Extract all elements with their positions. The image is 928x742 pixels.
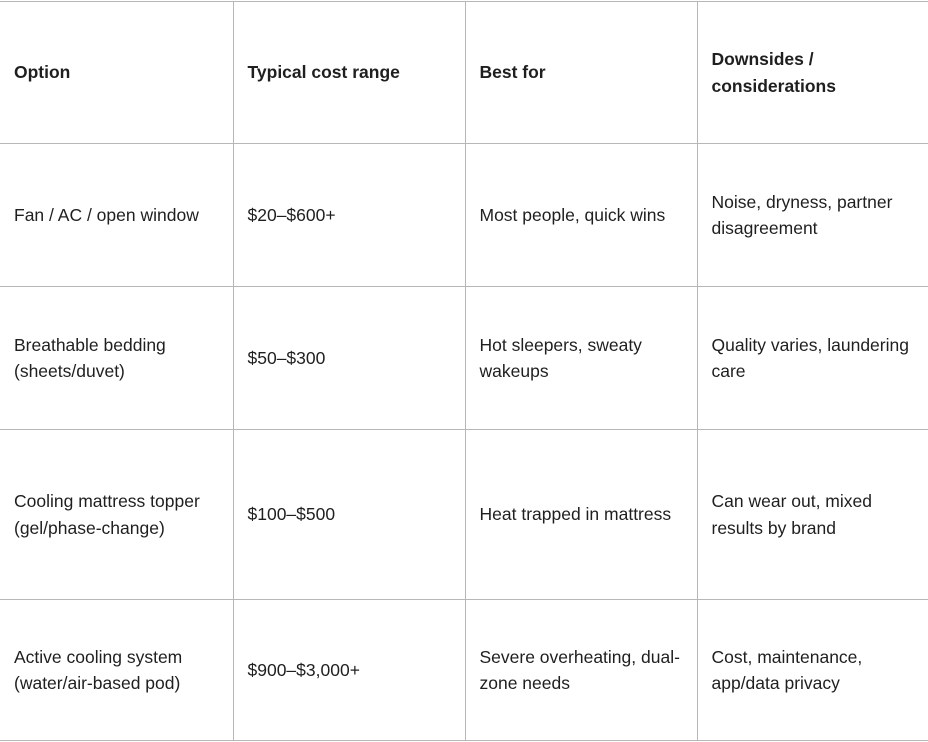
cell-cost-range: $20–$600+ [233, 144, 465, 287]
header-option: Option [0, 2, 233, 144]
cell-cost-range: $50–$300 [233, 287, 465, 430]
header-row [0, 2, 928, 144]
cell-option: Cooling mattress topper (gel/phase-change) [0, 430, 233, 600]
header-best-for: Best for [465, 2, 697, 144]
cell-cost-range: $900–$3,000+ [233, 600, 465, 741]
table-row [0, 600, 928, 741]
cell-best-for: Most people, quick wins [465, 144, 697, 287]
table-row [0, 144, 928, 287]
cell-option: Active cooling system (water/air-based pod) [0, 600, 233, 741]
cell-option: Fan / AC / open window [0, 144, 233, 287]
cell-best-for: Heat trapped in mattress [465, 430, 697, 600]
cell-best-for: Severe overheating, dual-zone needs [465, 600, 697, 741]
table-body [0, 144, 928, 741]
comparison-table [0, 1, 928, 741]
cell-downsides: Quality varies, laundering care [697, 287, 928, 430]
cell-cost-range: $100–$500 [233, 430, 465, 600]
table-header [0, 2, 928, 144]
cell-downsides: Cost, maintenance, app/data privacy [697, 600, 928, 741]
cell-option: Breathable bedding (sheets/duvet) [0, 287, 233, 430]
table-row [0, 430, 928, 600]
table-row [0, 287, 928, 430]
cell-downsides: Noise, dryness, partner disagreement [697, 144, 928, 287]
cell-downsides: Can wear out, mixed results by brand [697, 430, 928, 600]
cell-best-for: Hot sleepers, sweaty wakeups [465, 287, 697, 430]
header-downsides: Downsides / considerations [697, 2, 928, 144]
header-cost-range: Typical cost range [233, 2, 465, 144]
